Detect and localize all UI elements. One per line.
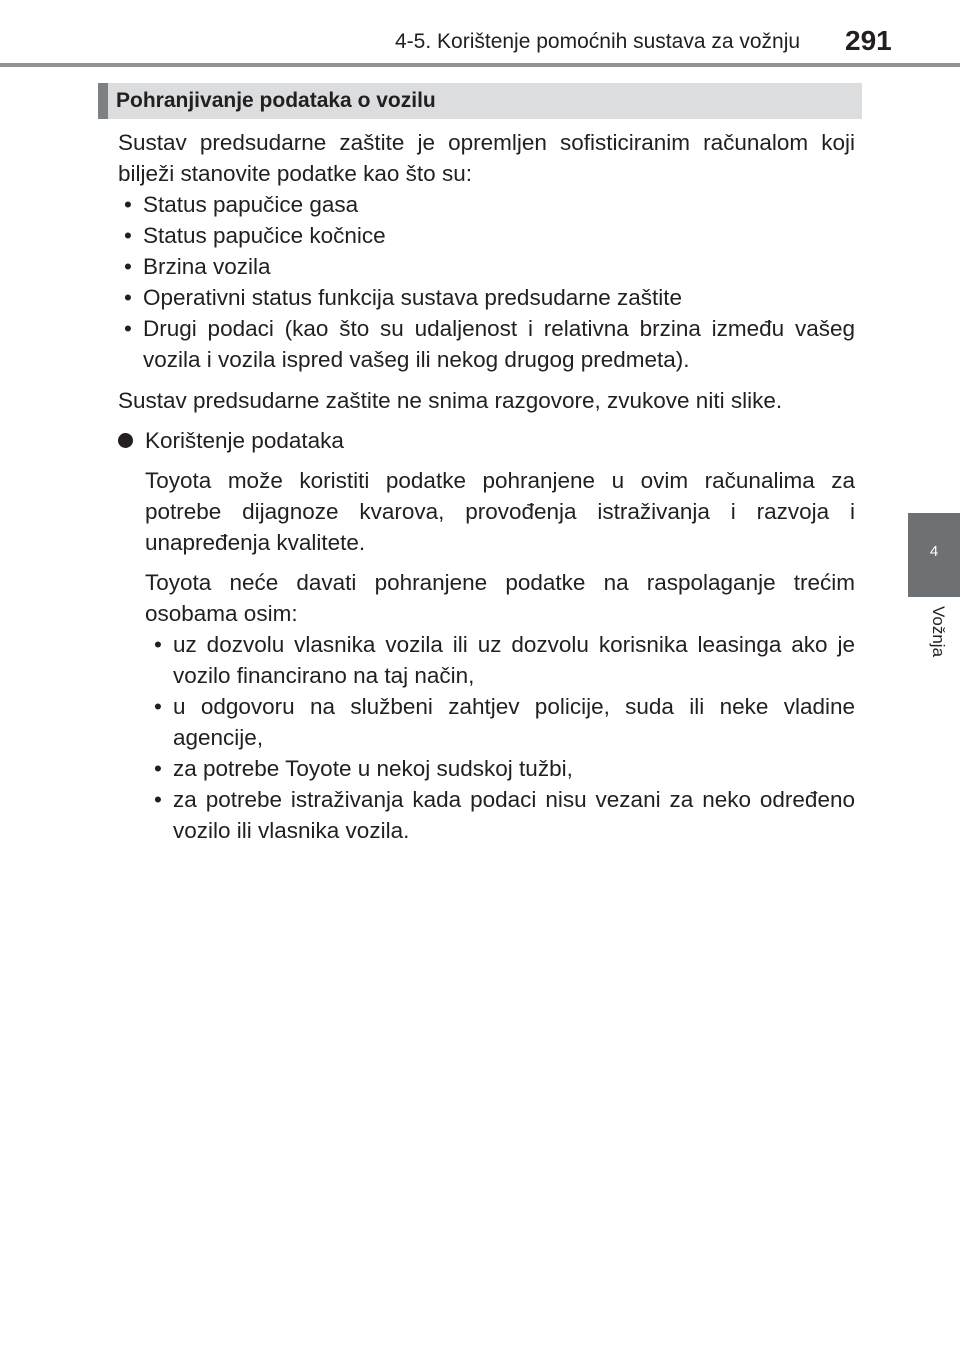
bullet-icon: • — [154, 787, 162, 812]
filled-circle-icon — [118, 433, 133, 448]
list-item — [118, 313, 855, 375]
list-item-text: uz dozvolu vlasnika vozila ili uz dozvolu korisnika leasinga ako je vozilo financirano na taj način, — [173, 632, 855, 688]
list-item-text: Operativni status funkcija sustava predsudarne zaštite — [143, 285, 683, 310]
bullet-icon: • — [124, 223, 132, 248]
chapter-tab[interactable] — [908, 513, 960, 597]
section-header — [98, 83, 862, 119]
list-item — [148, 753, 855, 784]
usage-heading — [118, 425, 855, 456]
intro-paragraph: Sustav predsudarne zaštite je opremljen sofisticiranim računalom koji bilježi stanovite podatke kao što su: — [118, 130, 855, 186]
page-number: 291 — [845, 25, 892, 56]
section-header-accent-bar — [98, 83, 108, 119]
list-item-text: za potrebe istraživanja kada podaci nisu vezani za neko određeno vozilo ili vlasnika vozila. — [173, 787, 855, 843]
usage-heading-text: Korištenje podataka — [145, 428, 344, 453]
bullet-icon: • — [124, 192, 132, 217]
list-item-text: za potrebe Toyote u nekoj sudskoj tužbi, — [173, 756, 573, 781]
bullet-icon: • — [124, 285, 132, 310]
list-item-text: Status papučice gasa — [143, 192, 359, 217]
disclosure-exceptions-list — [145, 629, 855, 846]
list-item-text: Drugi podaci (kao što su udaljenost i relativna brzina između vašeg vozila i vozila ispred vašeg ili nekog drugog predmeta). — [143, 316, 855, 372]
usage-body — [118, 465, 855, 846]
list-item — [118, 220, 855, 251]
bullet-icon: • — [154, 694, 162, 719]
list-item-text: Brzina vozila — [143, 254, 271, 279]
chapter-tab-number: 4 — [929, 543, 939, 560]
list-item — [118, 282, 855, 313]
chapter-tab-label: Vožnja — [929, 606, 948, 658]
usage-paragraph-2: Toyota neće davati pohranjene podatke na raspolaganje trećim osobama osim: — [145, 570, 855, 626]
chapter-title: 4-5. Korištenje pomoćnih sustava za vožnju — [395, 30, 801, 53]
bullet-icon: • — [154, 632, 162, 657]
list-item — [118, 189, 855, 220]
bullet-icon: • — [154, 756, 162, 781]
bullet-icon: • — [124, 316, 132, 341]
section-title: Pohranjivanje podataka o vozilu — [116, 89, 436, 112]
header-divider — [0, 63, 960, 67]
section-body — [118, 127, 855, 846]
list-item — [148, 629, 855, 691]
usage-paragraph-1: Toyota može koristiti podatke pohranjene u ovim računalima za potrebe dijagnoze kvarova, provođenja istraživanja i razvoja i unapređenja kvalitete. — [145, 468, 855, 555]
bullet-icon: • — [124, 254, 132, 279]
recorded-data-list — [118, 189, 855, 375]
list-item — [148, 691, 855, 753]
list-item — [118, 251, 855, 282]
list-item-text: u odgovoru na službeni zahtjev policije, suda ili neke vladine agencije, — [173, 694, 855, 750]
list-item — [148, 784, 855, 846]
list-item-text: Status papučice kočnice — [143, 223, 386, 248]
no-record-paragraph: Sustav predsudarne zaštite ne snima razgovore, zvukove niti slike. — [118, 388, 783, 413]
